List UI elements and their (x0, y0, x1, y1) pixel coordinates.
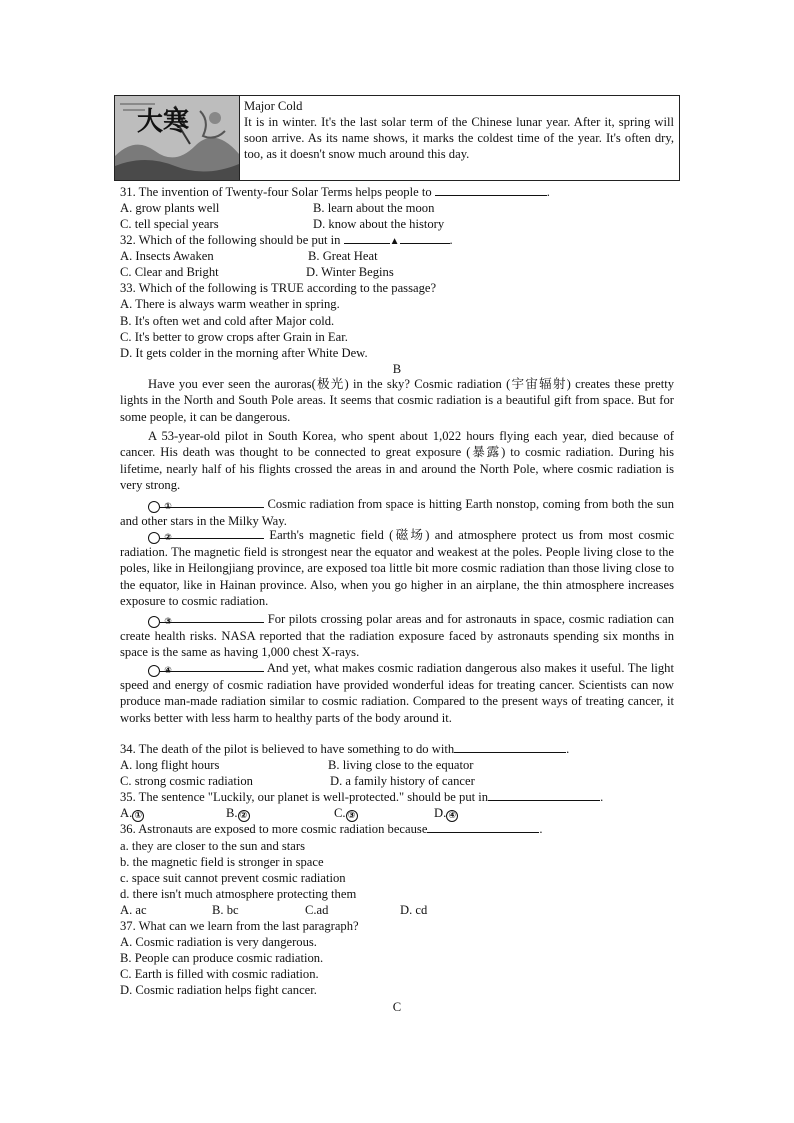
passage-paragraph-6 (120, 660, 674, 726)
term-text: It is in winter. It's the last solar term of the Chinese lunar year. After it, spring will soon arrive. As its name shows, it marks the coldest time of the year. It's often dry, too, as it doesn't snow much around this day. (244, 115, 674, 161)
question-31: 31. The invention of Twenty-four Solar Terms helps people to . (120, 185, 550, 199)
paragraph-text: And yet, what makes cosmic radiation dangerous also makes it useful. The light speed and energy of cosmic radiation have provided wonderful ideas for treating cancer. Scientists can now produce man-made radiation similar to cosmic radiation. Compared to the present ways of treating cancer, it works better with less harm to healthy parts of the body around it. (120, 661, 674, 725)
answer-blank (160, 660, 264, 672)
answer-blank (160, 496, 264, 508)
option-d: D. cd (400, 903, 428, 917)
option-a (120, 805, 144, 822)
option-d: D. a family history of cancer (330, 774, 475, 788)
statement-a: a. they are closer to the sun and stars (120, 839, 305, 853)
option-letter: A. (120, 806, 133, 820)
answer-blank (488, 789, 600, 801)
option-b (226, 805, 250, 822)
option-b: B. learn about the moon (313, 201, 435, 215)
option-c: C. tell special years (120, 217, 219, 231)
triangle-icon: ▲ (389, 236, 400, 247)
option-a: A. grow plants well (120, 201, 220, 215)
option-b: B. bc (212, 903, 239, 917)
option-c: C. It's better to grow crops after Grain in Ear. (120, 330, 348, 344)
question-34: 34. The death of the pilot is believed to have something to do with . (120, 742, 570, 756)
option-marker: ④ (446, 810, 458, 822)
statement-c: c. space suit cannot prevent cosmic radiation (120, 871, 346, 885)
option-b: B. People can produce cosmic radiation. (120, 951, 324, 965)
passage-paragraph-2: A 53-year-old pilot in South Korea, who spent about 1,022 hours flying each year, died because of cancer. His death was thought to be connected to great exposure (暴露) to cosmic radiation. During his lifetime, nearly half of his flights crossed the areas in and around the North Pole, where cosmic radiation is very strong. (120, 429, 674, 492)
option-c: C. strong cosmic radiation (120, 774, 253, 788)
illustration-characters: 大寒 (137, 107, 190, 137)
section-b-heading: B (392, 362, 402, 376)
answer-blank (454, 741, 566, 753)
option-a: A. Insects Awaken (120, 249, 214, 263)
answer-blank (400, 232, 450, 244)
passage-paragraph-4 (120, 527, 674, 609)
option-b: B. living close to the equator (328, 758, 474, 772)
question-stem: 31. The invention of Twenty-four Solar Terms helps people to (120, 185, 432, 199)
passage-paragraph-3 (120, 496, 674, 529)
question-stem: 36. Astronauts are exposed to more cosmic radiation because (120, 822, 428, 836)
option-c: C. Earth is filled with cosmic radiation. (120, 967, 319, 981)
option-letter: C. (334, 806, 346, 820)
blank-marker-2: ② (148, 532, 160, 544)
option-d: D. Cosmic radiation helps fight cancer. (120, 983, 317, 997)
answer-blank (160, 611, 264, 623)
question-35: 35. The sentence "Luckily, our planet is well-protected." should be put in . (120, 790, 604, 804)
option-d: D. Winter Begins (306, 265, 394, 279)
option-marker: ① (132, 810, 144, 822)
answer-blank (427, 821, 539, 833)
question-36: 36. Astronauts are exposed to more cosmic radiation because . (120, 822, 543, 836)
paragraph-text: Earth's magnetic field (磁场) and atmosphere protect us from most cosmic radiation. The magnetic field is strongest near the equator and weakest at the poles. People living close to the poles, like in Heilongjiang province, are exposed toa little bit more cosmic radiation than those living close to the equator, like in Hainan province. Also, when you go higher in an airplane, the thin atmosphere increases exposure to cosmic radiation. (120, 528, 674, 608)
term-title: Major Cold (244, 99, 303, 113)
question-32: 32. Which of the following should be put in ▲ . (120, 233, 453, 247)
major-cold-illustration (115, 96, 240, 180)
option-d (434, 805, 458, 822)
option-d: D. know about the history (313, 217, 445, 231)
option-a: A. long flight hours (120, 758, 220, 772)
option-d: D. It gets colder in the morning after White Dew. (120, 346, 368, 360)
question-stem: 32. Which of the following should be put in (120, 233, 341, 247)
answer-blank (435, 184, 547, 196)
blank-marker-1: ① (148, 501, 160, 513)
option-c (334, 805, 358, 822)
option-b: B. Great Heat (308, 249, 378, 263)
paragraph-text: Cosmic radiation from space is hitting Earth nonstop, coming from both the sun and other stars in the Milky Way. (120, 497, 674, 528)
question-stem: 34. The death of the pilot is believed to have something to do with (120, 742, 455, 756)
blank-marker-4: ④ (148, 665, 160, 677)
option-c: C. Clear and Bright (120, 265, 219, 279)
question-33: 33. Which of the following is TRUE according to the passage? (120, 281, 437, 295)
option-letter: B. (226, 806, 238, 820)
question-37: 37. What can we learn from the last paragraph? (120, 919, 359, 933)
option-marker: ② (238, 810, 250, 822)
option-marker: ③ (346, 810, 358, 822)
option-c: C.ad (305, 903, 329, 917)
major-cold-box (114, 95, 680, 181)
blank-marker-3: ③ (148, 616, 160, 628)
option-a: A. There is always warm weather in spring. (120, 297, 340, 311)
option-b: B. It's often wet and cold after Major cold. (120, 314, 335, 328)
option-letter: D. (434, 806, 447, 820)
option-a: A. Cosmic radiation is very dangerous. (120, 935, 317, 949)
section-c-heading: C (392, 1000, 402, 1014)
ink-painting-icon (115, 96, 239, 180)
answer-blank (160, 527, 264, 539)
paragraph-text: For pilots crossing polar areas and for astronauts in space, cosmic radiation can create health risks. NASA reported that the radiation exposure faced by astronauts spending six months in space is the same as having 1,000 chest X-rays. (120, 612, 674, 660)
question-stem: 35. The sentence "Luckily, our planet is well-protected." should be put in (120, 790, 489, 804)
passage-paragraph-1: Have you ever seen the auroras(极光) in the sky? Cosmic radiation (宇宙辐射) creates these pretty lights in the North and South Pole areas. It seems that cosmic radiation is a beautiful gift from space. But for some people, it can be dangerous. (120, 377, 674, 424)
answer-blank (344, 232, 390, 244)
option-a: A. ac (120, 903, 147, 917)
statement-d: d. there isn't much atmosphere protecting them (120, 887, 357, 901)
passage-paragraph-5 (120, 611, 674, 661)
statement-b: b. the magnetic field is stronger in space (120, 855, 324, 869)
major-cold-description (240, 96, 679, 180)
